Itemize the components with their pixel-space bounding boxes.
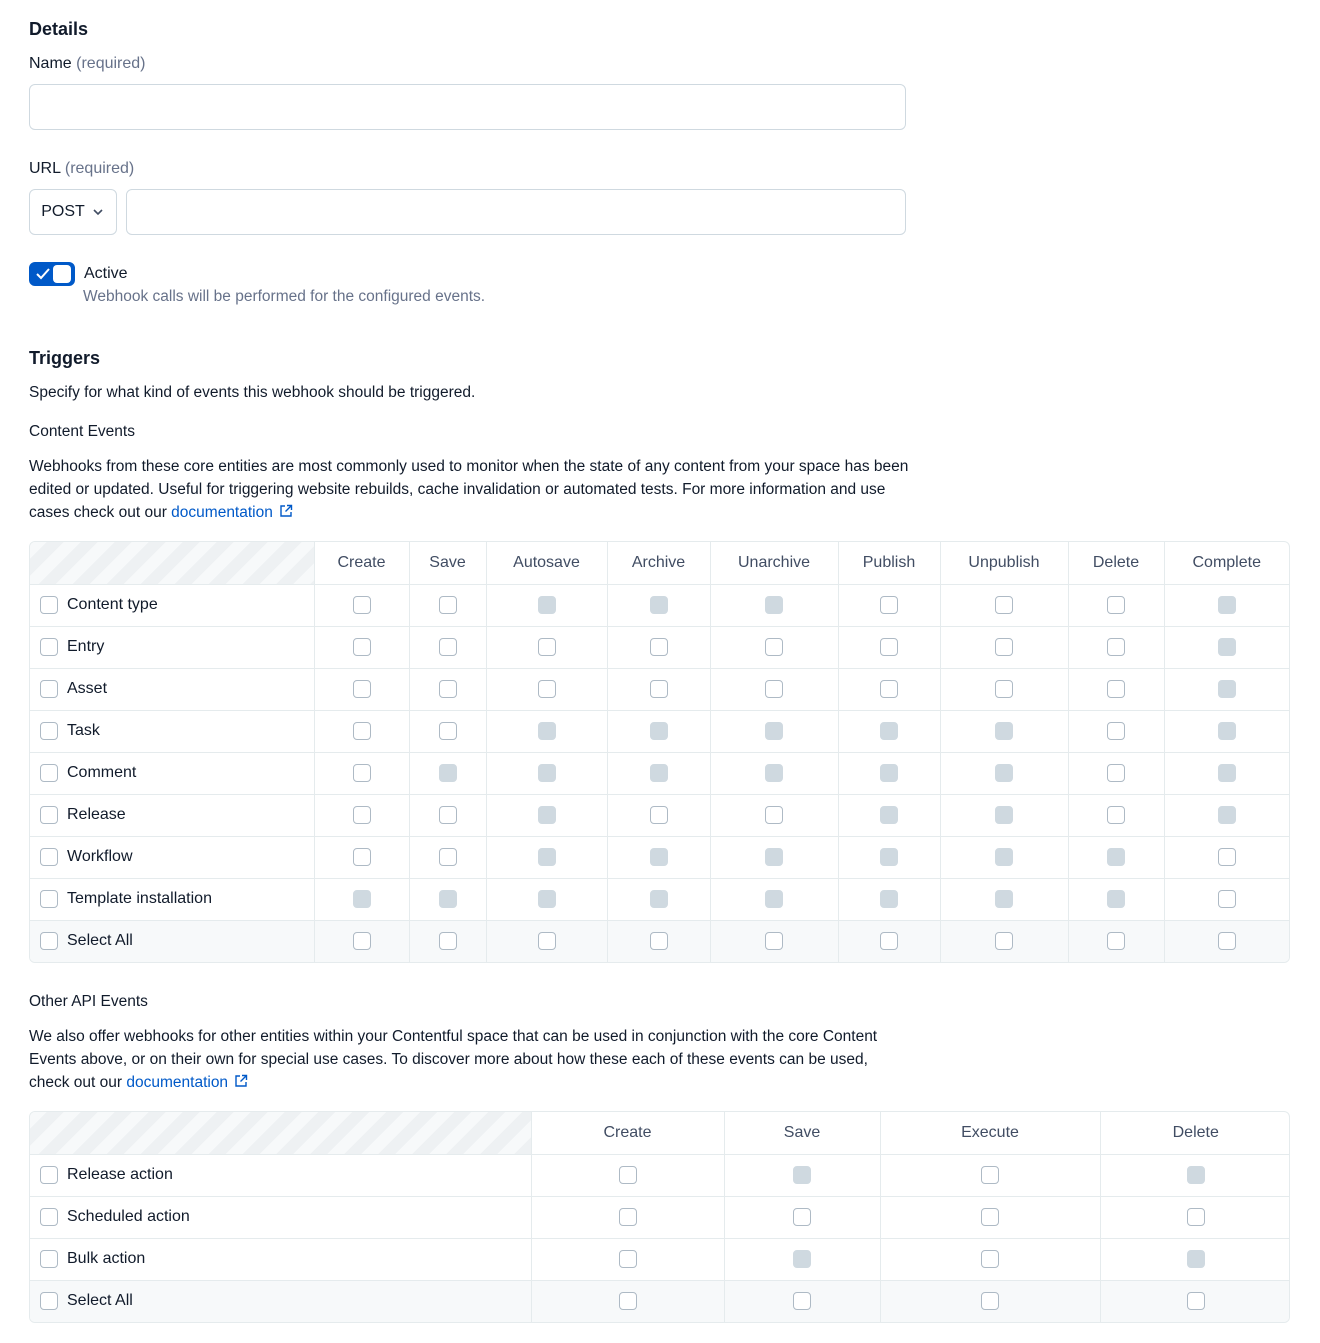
event-cell: [1164, 794, 1289, 836]
row-label: Bulk action: [67, 1249, 146, 1267]
checkbox-select-all-save[interactable]: [793, 1292, 811, 1310]
checkbox-select-all-create[interactable]: [353, 932, 371, 950]
triggers-subtitle: Specify for what kind of events this webhook should be triggered.: [29, 384, 476, 401]
checkbox-template-installation-save: [439, 890, 457, 908]
event-cell: [1068, 584, 1164, 626]
checkbox-select-all-archive[interactable]: [650, 932, 668, 950]
checkbox-task-complete: [1218, 722, 1236, 740]
checkbox-workflow-complete[interactable]: [1218, 848, 1236, 866]
checkbox-task-save[interactable]: [439, 722, 457, 740]
checkbox-content-type-autosave: [538, 596, 556, 614]
event-cell: [940, 626, 1068, 668]
row-label: Content type: [67, 595, 158, 613]
event-cell: [710, 626, 838, 668]
checkbox-select-all-autosave[interactable]: [538, 932, 556, 950]
checkbox-content-type-unpublish[interactable]: [995, 596, 1013, 614]
row-checkbox-content-type[interactable]: [40, 596, 58, 614]
checkbox-asset-publish[interactable]: [880, 680, 898, 698]
row-label-cell: [30, 1238, 531, 1280]
row-label: Select All: [67, 932, 133, 950]
row-checkbox-task[interactable]: [40, 722, 58, 740]
url-required-hint: (required): [64, 160, 135, 177]
event-cell: [486, 920, 607, 962]
event-cell: [409, 836, 486, 878]
row-label-cell: [30, 710, 314, 752]
other-events-table: [29, 1111, 1290, 1323]
event-cell: [607, 584, 710, 626]
other-events-heading: Other API Events: [29, 993, 148, 1010]
table-row: [30, 584, 1289, 626]
checkbox-select-all-execute[interactable]: [981, 1292, 999, 1310]
checkbox-asset-archive[interactable]: [650, 680, 668, 698]
active-label: Active: [84, 265, 128, 282]
event-cell: [724, 1238, 880, 1280]
table-row: [30, 1280, 1290, 1322]
event-cell: [940, 836, 1068, 878]
checkbox-entry-create[interactable]: [353, 638, 371, 656]
column-header-unarchive: Unarchive: [710, 542, 838, 584]
checkbox-entry-unarchive[interactable]: [765, 638, 783, 656]
event-cell: [607, 752, 710, 794]
checkbox-asset-autosave[interactable]: [538, 680, 556, 698]
row-label-cell: [30, 752, 314, 794]
row-label: Select All: [67, 1292, 133, 1310]
checkbox-asset-save[interactable]: [439, 680, 457, 698]
checkbox-select-all-create[interactable]: [619, 1292, 637, 1310]
checkbox-task-autosave: [538, 722, 556, 740]
triggers-heading: Triggers: [29, 348, 101, 368]
url-label-text: URL: [29, 160, 61, 177]
row-checkbox-workflow[interactable]: [40, 848, 58, 866]
row-label: Release: [67, 805, 126, 823]
event-cell: [531, 1238, 724, 1280]
event-cell: [940, 920, 1068, 962]
url-label: [29, 160, 134, 178]
event-cell: [1068, 920, 1164, 962]
event-cell: [1068, 794, 1164, 836]
event-cell: [1164, 878, 1289, 920]
checkbox-template-installation-archive: [650, 890, 668, 908]
table-row: [30, 1154, 1290, 1196]
checkbox-task-archive: [650, 722, 668, 740]
row-label-cell: [30, 920, 314, 962]
row-label-cell: [30, 794, 314, 836]
event-cell: [710, 878, 838, 920]
row-label-cell: [30, 668, 314, 710]
checkbox-task-unarchive: [765, 722, 783, 740]
event-cell: [409, 920, 486, 962]
checkbox-comment-save: [439, 764, 457, 782]
checkbox-asset-complete: [1218, 680, 1236, 698]
active-toggle[interactable]: [29, 262, 75, 286]
name-label: [29, 55, 146, 73]
event-cell: [409, 626, 486, 668]
checkbox-release-action-execute[interactable]: [981, 1166, 999, 1184]
content-events-heading: Content Events: [29, 423, 135, 440]
event-cell: [710, 752, 838, 794]
row-label: Workflow: [67, 847, 133, 865]
event-cell: [1164, 752, 1289, 794]
checkbox-select-all-publish[interactable]: [880, 932, 898, 950]
column-header-delete: Delete: [1068, 542, 1164, 584]
event-cell: [314, 668, 409, 710]
event-cell: [880, 1238, 1100, 1280]
event-cell: [409, 878, 486, 920]
external-link-icon[interactable]: [279, 504, 293, 518]
event-cell: [838, 668, 940, 710]
event-cell: [486, 752, 607, 794]
checkbox-bulk-action-save: [793, 1250, 811, 1268]
column-header-execute: Execute: [880, 1112, 1100, 1154]
event-cell: [1164, 626, 1289, 668]
checkbox-task-create[interactable]: [353, 722, 371, 740]
event-cell: [486, 668, 607, 710]
url-input[interactable]: [126, 189, 906, 235]
event-cell: [486, 626, 607, 668]
event-cell: [314, 584, 409, 626]
content-events-doc-link[interactable]: documentation: [171, 504, 273, 521]
checkbox-entry-unpublish[interactable]: [995, 638, 1013, 656]
checkbox-bulk-action-create[interactable]: [619, 1250, 637, 1268]
checkbox-release-unarchive[interactable]: [765, 806, 783, 824]
checkbox-content-type-unarchive: [765, 596, 783, 614]
event-cell: [486, 710, 607, 752]
event-cell: [838, 710, 940, 752]
checkbox-asset-unarchive[interactable]: [765, 680, 783, 698]
details-heading: Details: [29, 19, 89, 39]
event-cell: [486, 794, 607, 836]
event-cell: [1100, 1154, 1290, 1196]
http-method-value: POST: [41, 203, 85, 220]
row-checkbox-template-installation[interactable]: [40, 890, 58, 908]
checkbox-task-delete[interactable]: [1107, 722, 1125, 740]
checkbox-bulk-action-execute[interactable]: [981, 1250, 999, 1268]
event-cell: [314, 752, 409, 794]
checkbox-workflow-publish: [880, 848, 898, 866]
checkbox-select-all-delete[interactable]: [1107, 932, 1125, 950]
checkbox-select-all-delete[interactable]: [1187, 1292, 1205, 1310]
table-row: [30, 710, 1289, 752]
row-label-cell: [30, 584, 314, 626]
checkbox-comment-unarchive: [765, 764, 783, 782]
row-checkbox-entry[interactable]: [40, 638, 58, 656]
row-label: Task: [67, 721, 100, 739]
event-cell: [607, 920, 710, 962]
checkbox-content-type-complete: [1218, 596, 1236, 614]
checkbox-task-unpublish: [995, 722, 1013, 740]
checkbox-select-all-unpublish[interactable]: [995, 932, 1013, 950]
checkbox-comment-archive: [650, 764, 668, 782]
row-checkbox-comment[interactable]: [40, 764, 58, 782]
row-checkbox-select-all[interactable]: [40, 1292, 58, 1310]
event-cell: [940, 710, 1068, 752]
check-icon: [35, 267, 51, 281]
table-row: [30, 836, 1289, 878]
name-input[interactable]: [29, 84, 906, 130]
event-cell: [531, 1196, 724, 1238]
event-cell: [1164, 710, 1289, 752]
table-row: [30, 626, 1289, 668]
checkbox-entry-publish[interactable]: [880, 638, 898, 656]
checkbox-select-all-unarchive[interactable]: [765, 932, 783, 950]
event-cell: [1068, 626, 1164, 668]
table-row: [30, 794, 1289, 836]
event-cell: [1068, 710, 1164, 752]
checkbox-template-installation-create: [353, 890, 371, 908]
event-cell: [314, 920, 409, 962]
checkbox-asset-unpublish[interactable]: [995, 680, 1013, 698]
http-method-select[interactable]: [29, 189, 117, 235]
external-link-icon[interactable]: [234, 1074, 248, 1088]
event-cell: [1100, 1280, 1290, 1322]
checkbox-release-save[interactable]: [439, 806, 457, 824]
name-label-text: Name: [29, 55, 72, 72]
event-cell: [314, 794, 409, 836]
event-cell: [486, 836, 607, 878]
other-events-doc-link[interactable]: documentation: [126, 1074, 229, 1091]
table-row: [30, 1238, 1290, 1280]
checkbox-comment-autosave: [538, 764, 556, 782]
checkbox-release-unpublish: [995, 806, 1013, 824]
event-cell: [409, 752, 486, 794]
event-cell: [940, 794, 1068, 836]
row-label-cell: [30, 1196, 531, 1238]
checkbox-comment-complete: [1218, 764, 1236, 782]
checkbox-template-installation-autosave: [538, 890, 556, 908]
row-label-cell: [30, 1280, 531, 1322]
checkbox-workflow-unarchive: [765, 848, 783, 866]
checkbox-scheduled-action-save[interactable]: [793, 1208, 811, 1226]
event-cell: [880, 1280, 1100, 1322]
event-cell: [486, 878, 607, 920]
event-cell: [710, 794, 838, 836]
event-cell: [314, 836, 409, 878]
content-events-description: [29, 455, 909, 524]
event-cell: [607, 626, 710, 668]
column-header-save: Save: [409, 542, 486, 584]
row-label: Comment: [67, 763, 137, 781]
checkbox-comment-unpublish: [995, 764, 1013, 782]
event-cell: [710, 710, 838, 752]
event-cell: [607, 668, 710, 710]
checkbox-release-archive[interactable]: [650, 806, 668, 824]
event-cell: [838, 920, 940, 962]
checkbox-template-installation-delete: [1107, 890, 1125, 908]
event-cell: [1164, 668, 1289, 710]
toggle-knob: [53, 265, 71, 283]
row-label: Asset: [67, 679, 108, 697]
event-cell: [710, 668, 838, 710]
checkbox-release-autosave: [538, 806, 556, 824]
event-cell: [531, 1280, 724, 1322]
event-cell: [486, 584, 607, 626]
event-cell: [314, 878, 409, 920]
event-cell: [409, 794, 486, 836]
checkbox-release-complete: [1218, 806, 1236, 824]
checkbox-entry-save[interactable]: [439, 638, 457, 656]
checkbox-asset-create[interactable]: [353, 680, 371, 698]
checkbox-scheduled-action-create[interactable]: [619, 1208, 637, 1226]
name-required-hint: (required): [76, 55, 146, 72]
checkbox-entry-archive[interactable]: [650, 638, 668, 656]
checkbox-content-type-publish[interactable]: [880, 596, 898, 614]
event-cell: [607, 710, 710, 752]
checkbox-workflow-create[interactable]: [353, 848, 371, 866]
row-label-cell: [30, 626, 314, 668]
row-checkbox-bulk-action[interactable]: [40, 1250, 58, 1268]
checkbox-template-installation-unpublish: [995, 890, 1013, 908]
content-events-table: [29, 541, 1290, 963]
event-cell: [1068, 752, 1164, 794]
checkbox-workflow-autosave: [538, 848, 556, 866]
table-row: [30, 920, 1289, 962]
row-checkbox-select-all[interactable]: [40, 932, 58, 950]
event-cell: [724, 1154, 880, 1196]
event-cell: [838, 752, 940, 794]
event-cell: [314, 626, 409, 668]
event-cell: [1164, 920, 1289, 962]
checkbox-bulk-action-delete: [1187, 1250, 1205, 1268]
event-cell: [409, 668, 486, 710]
event-cell: [314, 710, 409, 752]
column-header-save: Save: [724, 1112, 880, 1154]
row-checkbox-release-action[interactable]: [40, 1166, 58, 1184]
event-cell: [1100, 1196, 1290, 1238]
event-cell: [531, 1154, 724, 1196]
checkbox-content-type-archive: [650, 596, 668, 614]
checkbox-content-type-delete[interactable]: [1107, 596, 1125, 614]
checkbox-task-publish: [880, 722, 898, 740]
column-header-autosave: Autosave: [486, 542, 607, 584]
checkbox-workflow-delete: [1107, 848, 1125, 866]
event-cell: [1164, 584, 1289, 626]
row-label-cell: [30, 1154, 531, 1196]
row-label-cell: [30, 878, 314, 920]
checkbox-scheduled-action-execute[interactable]: [981, 1208, 999, 1226]
checkbox-entry-complete: [1218, 638, 1236, 656]
content-events-text: Webhooks from these core entities are most commonly used to monitor when the state of any content from your space has been edited or updated. Useful for triggering website rebuilds, cache invalidation or automated tests. For more information and use cases check out our: [29, 458, 909, 521]
event-cell: [710, 836, 838, 878]
column-header-complete: Complete: [1164, 542, 1289, 584]
checkbox-comment-delete[interactable]: [1107, 764, 1125, 782]
checkbox-content-type-create[interactable]: [353, 596, 371, 614]
event-cell: [838, 584, 940, 626]
event-cell: [607, 794, 710, 836]
event-cell: [607, 878, 710, 920]
event-cell: [724, 1280, 880, 1322]
event-cell: [409, 584, 486, 626]
row-checkbox-scheduled-action[interactable]: [40, 1208, 58, 1226]
table-header-corner: [30, 542, 314, 584]
checkbox-asset-delete[interactable]: [1107, 680, 1125, 698]
chevron-down-icon: [91, 205, 105, 219]
event-cell: [880, 1154, 1100, 1196]
checkbox-comment-create[interactable]: [353, 764, 371, 782]
checkbox-entry-autosave[interactable]: [538, 638, 556, 656]
column-header-create: Create: [531, 1112, 724, 1154]
checkbox-select-all-save[interactable]: [439, 932, 457, 950]
event-cell: [1068, 878, 1164, 920]
event-cell: [1100, 1238, 1290, 1280]
event-cell: [940, 752, 1068, 794]
row-checkbox-release[interactable]: [40, 806, 58, 824]
event-cell: [710, 920, 838, 962]
active-help-text: Webhook calls will be performed for the configured events.: [83, 288, 486, 305]
row-label: Template installation: [67, 889, 212, 907]
checkbox-workflow-unpublish: [995, 848, 1013, 866]
event-cell: [710, 584, 838, 626]
checkbox-template-installation-publish: [880, 890, 898, 908]
checkbox-content-type-save[interactable]: [439, 596, 457, 614]
checkbox-template-installation-unarchive: [765, 890, 783, 908]
event-cell: [409, 710, 486, 752]
checkbox-comment-publish: [880, 764, 898, 782]
row-label: Entry: [67, 637, 105, 655]
event-cell: [1068, 668, 1164, 710]
event-cell: [940, 878, 1068, 920]
row-checkbox-asset[interactable]: [40, 680, 58, 698]
checkbox-release-action-save: [793, 1166, 811, 1184]
checkbox-workflow-save[interactable]: [439, 848, 457, 866]
column-header-delete: Delete: [1100, 1112, 1290, 1154]
table-row: [30, 1196, 1290, 1238]
event-cell: [607, 836, 710, 878]
other-events-description: [29, 1025, 909, 1094]
event-cell: [1068, 836, 1164, 878]
event-cell: [724, 1196, 880, 1238]
row-label-cell: [30, 836, 314, 878]
checkbox-select-all-complete[interactable]: [1218, 932, 1236, 950]
checkbox-entry-delete[interactable]: [1107, 638, 1125, 656]
table-row: [30, 878, 1289, 920]
checkbox-release-delete[interactable]: [1107, 806, 1125, 824]
event-cell: [1164, 836, 1289, 878]
checkbox-workflow-archive: [650, 848, 668, 866]
event-cell: [838, 794, 940, 836]
column-header-publish: Publish: [838, 542, 940, 584]
event-cell: [838, 836, 940, 878]
event-cell: [880, 1196, 1100, 1238]
checkbox-template-installation-complete[interactable]: [1218, 890, 1236, 908]
table-row: [30, 668, 1289, 710]
event-cell: [838, 878, 940, 920]
column-header-unpublish: Unpublish: [940, 542, 1068, 584]
row-label: Release action: [67, 1165, 173, 1183]
checkbox-release-create[interactable]: [353, 806, 371, 824]
checkbox-release-action-delete: [1187, 1166, 1205, 1184]
other-events-text: We also offer webhooks for other entities within your Contentful space that can be used in conjunction with the core Content Events above, or on their own for special use cases. To discover more about how these each of these events can be used, check out our: [29, 1028, 878, 1091]
checkbox-release-action-create[interactable]: [619, 1166, 637, 1184]
table-header-corner: [30, 1112, 531, 1154]
event-cell: [940, 584, 1068, 626]
column-header-create: Create: [314, 542, 409, 584]
event-cell: [940, 668, 1068, 710]
row-label: Scheduled action: [67, 1207, 190, 1225]
checkbox-scheduled-action-delete[interactable]: [1187, 1208, 1205, 1226]
event-cell: [838, 626, 940, 668]
table-row: [30, 752, 1289, 794]
column-header-archive: Archive: [607, 542, 710, 584]
checkbox-release-publish: [880, 806, 898, 824]
